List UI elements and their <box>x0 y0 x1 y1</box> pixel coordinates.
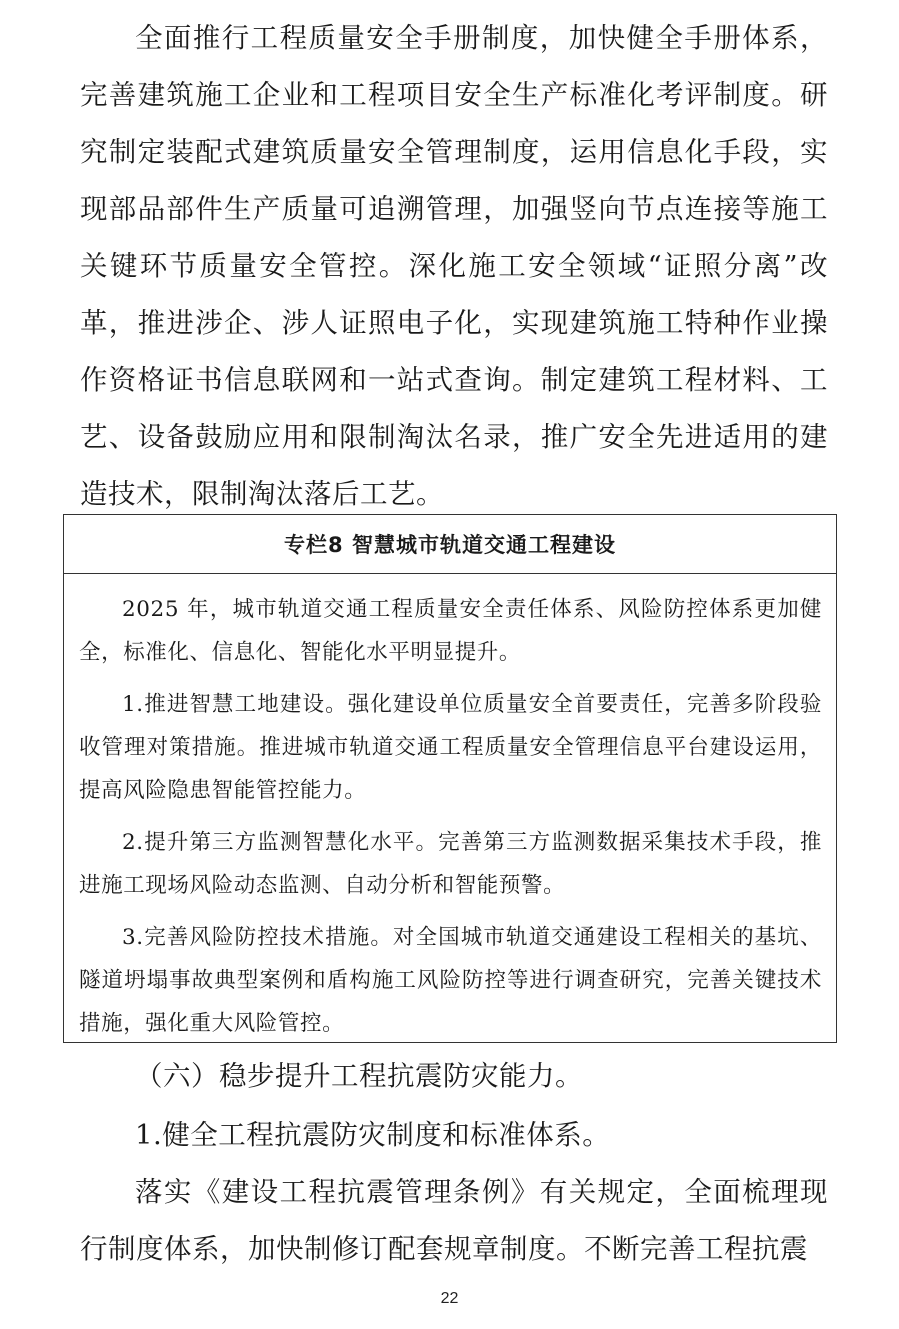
column-box-paragraph: 1.推进智慧工地建设。强化建设单位质量安全首要责任，完善多阶段验收管理对策措施。推进城市轨道交通工程质量安全管理信息平台建设运用，提高风险隐患智能管控能力。 <box>79 692 822 803</box>
subsection-heading: 1.健全工程抗震防灾制度和标准体系。 <box>135 1119 611 1151</box>
column-box <box>63 514 837 1043</box>
column-box-body <box>64 574 836 1045</box>
column-box-title: 专栏8 智慧城市轨道交通工程建设 <box>64 515 836 574</box>
column-box-paragraph: 3.完善风险防控技术措施。对全国城市轨道交通建设工程相关的基坑、隧道坍塌事故典型案例和盾构施工风险防控等进行调查研究，完善关键技术措施，强化重大风险管控。 <box>79 925 822 1036</box>
intro-paragraph: 全面推行工程质量安全手册制度，加快健全手册体系，完善建筑施工企业和工程项目安全生产标准化考评制度。研究制定装配式建筑质量安全管理制度，运用信息化手段，实现部品部件生产质量可追溯管理，加强竖向节点连接等施工关键环节质量安全管控。深化施工安全领域“证照分离”改革，推进涉企、涉人证照电子化，实现建筑施工特种作业操作资格证书信息联网和一站式查询。制定建筑工程材料、工艺、设备鼓励应用和限制淘汰名录，推广安全先进适用的建造技术，限制淘汰落后工艺。 <box>80 22 828 510</box>
closing-paragraph: 落实《建设工程抗震管理条例》有关规定，全面梳理现行制度体系，加快制修订配套规章制度。不断完善工程抗震 <box>80 1176 828 1265</box>
column-box-paragraph: 2.提升第三方监测智慧化水平。完善第三方监测数据采集技术手段，推进施工现场风险动态监测、自动分析和智能预警。 <box>79 830 822 898</box>
section-heading: （六）稳步提升工程抗震防灾能力。 <box>135 1060 583 1092</box>
page-number: 22 <box>440 1290 459 1307</box>
column-box-paragraph: 2025 年，城市轨道交通工程质量安全责任体系、风险防控体系更加健全，标准化、信息化、智能化水平明显提升。 <box>79 597 822 665</box>
